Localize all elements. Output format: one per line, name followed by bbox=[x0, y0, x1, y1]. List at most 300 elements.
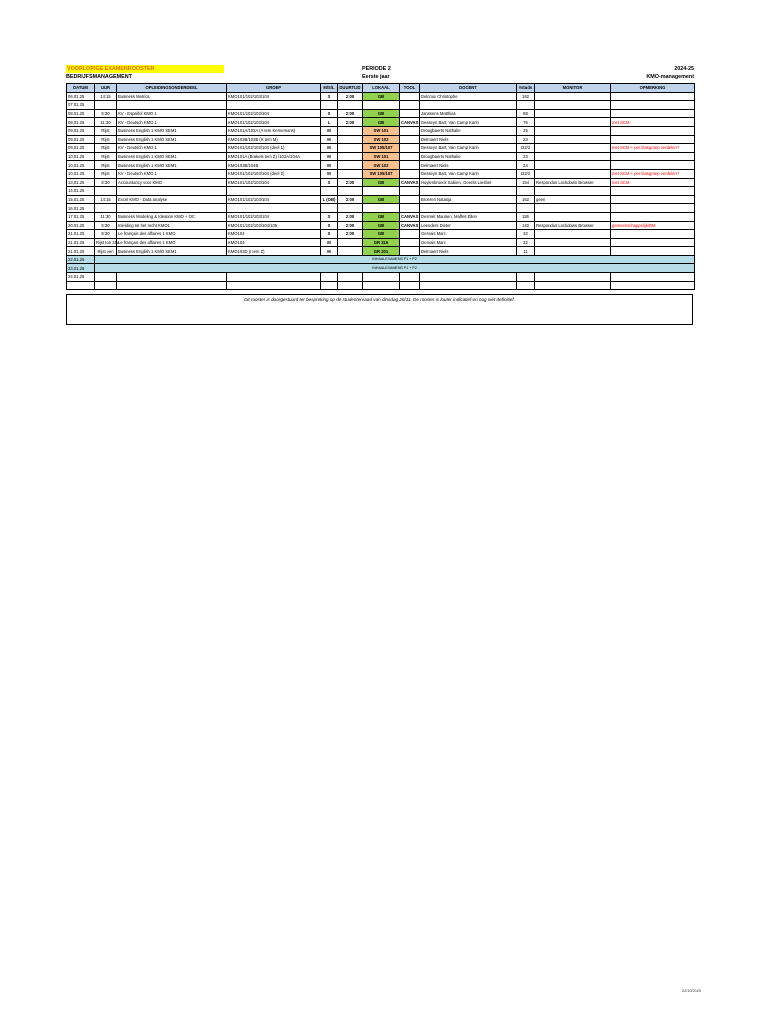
cell-monitor bbox=[535, 247, 611, 256]
makeup-exam-row bbox=[67, 264, 695, 273]
cell-olod: Business English 1 KMO SEM1 bbox=[117, 152, 227, 161]
cell-monitor bbox=[535, 204, 611, 213]
cell-olod: Accountancy voor KMO bbox=[117, 178, 227, 187]
cell-uur bbox=[95, 101, 117, 110]
cell-olod: Business Metrics bbox=[117, 92, 227, 101]
cell-msl: M bbox=[321, 161, 338, 170]
cell-duur bbox=[338, 169, 363, 178]
cell-monitor bbox=[535, 187, 611, 196]
cell-msl: L bbox=[321, 118, 338, 127]
cell-msl: L (OB) bbox=[321, 195, 338, 204]
cell-olod: Business English 1 KMO SEM1 bbox=[117, 135, 227, 144]
cell-duur bbox=[338, 238, 363, 247]
cell-duur: 2:00 bbox=[338, 230, 363, 239]
program-label: KMO-management bbox=[646, 74, 694, 80]
table-row bbox=[67, 238, 695, 247]
column-header: MONITOR bbox=[535, 84, 611, 93]
cell-docent: Broeren Natasja bbox=[420, 195, 517, 204]
cell-groep: KMO103B/104B bbox=[227, 161, 321, 170]
cell-olod: Excel KMO - Data analyse bbox=[117, 195, 227, 204]
cell-lokaal bbox=[363, 187, 400, 196]
cell-groep: KMO104 bbox=[227, 230, 321, 239]
cell-datum: 09.01.25 bbox=[67, 144, 95, 153]
cell-tool bbox=[400, 152, 420, 161]
cell-duur bbox=[338, 135, 363, 144]
cell-msl: S bbox=[321, 230, 338, 239]
cell-lokaal bbox=[363, 204, 400, 213]
cell-studs: 140 bbox=[517, 221, 535, 230]
cell-duur: 2:00 bbox=[338, 118, 363, 127]
cell-uur bbox=[95, 187, 117, 196]
cell-studs: 25 bbox=[517, 126, 535, 135]
table-row bbox=[67, 187, 695, 196]
cell-empty bbox=[321, 281, 338, 290]
cell-msl: M bbox=[321, 169, 338, 178]
year-level-label: Eerste jaar bbox=[362, 74, 390, 80]
cell-monitor bbox=[535, 169, 611, 178]
cell-monitor bbox=[535, 92, 611, 101]
cell-opm bbox=[611, 109, 695, 118]
cell-olod bbox=[117, 187, 227, 196]
cell-datum: 08.01.25 bbox=[67, 118, 95, 127]
cell-studs: 24 bbox=[517, 161, 535, 170]
cell-empty bbox=[117, 273, 227, 282]
cell-olod: Business Modeling & Ideation KMO + OC bbox=[117, 212, 227, 221]
table-row bbox=[67, 92, 695, 101]
cell-lokaal: SW 101 bbox=[363, 126, 400, 135]
department-label: BEDRIJFSMANAGEMENT bbox=[66, 74, 132, 80]
table-row bbox=[67, 221, 695, 230]
cell-docent: Janssens Matthias bbox=[420, 109, 517, 118]
exam-schedule-sheet bbox=[66, 65, 694, 290]
cell-opm bbox=[611, 135, 695, 144]
cell-uur: 8:30 bbox=[95, 230, 117, 239]
cell-olod bbox=[117, 204, 227, 213]
cell-docent: Gervais Marc bbox=[420, 238, 517, 247]
cell-groep: KMO101/102/103/104/105 bbox=[227, 221, 321, 230]
cell-opm: met SCM + per klasgroep verdelen? bbox=[611, 169, 695, 178]
cell-uur: Rijst bbox=[95, 161, 117, 170]
cell-monitor bbox=[535, 212, 611, 221]
cell-opm bbox=[611, 92, 695, 101]
cell-studs: 88 bbox=[517, 109, 535, 118]
cell-duur bbox=[338, 204, 363, 213]
cell-groep bbox=[227, 204, 321, 213]
column-header: OPLEIDINGSONDERDEEL bbox=[117, 84, 227, 93]
cell-groep: KMO101/102/103/104 bbox=[227, 92, 321, 101]
cell-duur bbox=[338, 144, 363, 153]
cell-olod: KV - Deutsch KMO 1 bbox=[117, 169, 227, 178]
table-row bbox=[67, 135, 695, 144]
cell-docent: Desseyn Bart, Van Camp Karin bbox=[420, 118, 517, 127]
column-header: DUURTIJD bbox=[339, 85, 361, 91]
cell-tool bbox=[400, 126, 420, 135]
cell-docent bbox=[420, 101, 517, 110]
cell-uur: Rijst ton 31a bbox=[96, 239, 120, 245]
cell-datum: 21.01.25 bbox=[67, 238, 95, 247]
cell-empty bbox=[227, 281, 321, 290]
cell-uur: Rijst bbox=[95, 126, 117, 135]
cell-studs bbox=[517, 187, 535, 196]
makeup-exam-label: INHAALEXAMENS P1 + P2 bbox=[95, 255, 695, 264]
cell-lokaal: GB bbox=[363, 221, 400, 230]
cell-lokaal: SW 102 bbox=[363, 135, 400, 144]
cell-groep: KMO101/102/103/104 bbox=[227, 109, 321, 118]
cell-duur: 2:00 bbox=[338, 221, 363, 230]
cell-empty bbox=[95, 281, 117, 290]
table-row bbox=[67, 161, 695, 170]
cell-opm bbox=[611, 204, 695, 213]
cell-docent: Desseyn Bart, Van Camp Karin bbox=[420, 144, 517, 153]
cell-olod: Business English 1 KMO SEM1 bbox=[117, 247, 227, 256]
cell-opm: met SCM + per klasgroep verdelen? bbox=[611, 144, 695, 153]
cell-duur bbox=[338, 126, 363, 135]
cell-datum: 10.01.25 bbox=[67, 152, 95, 161]
cell-opm: gemeenschappelijk/DM bbox=[611, 221, 695, 230]
cell-tool bbox=[400, 187, 420, 196]
cell-docent bbox=[420, 204, 517, 213]
cell-groep bbox=[227, 187, 321, 196]
cell-olod: KV - Español KMO 1 bbox=[117, 109, 227, 118]
column-header: DOCENT bbox=[420, 84, 517, 93]
cell-monitor bbox=[535, 135, 611, 144]
cell-groep: KMO101/102/103/104 (deel 2) bbox=[227, 169, 321, 178]
cell-datum: 10.01.25 bbox=[67, 169, 95, 178]
cell-tool bbox=[400, 247, 420, 256]
cell-datum: 10.01.25 bbox=[67, 161, 95, 170]
cell-empty bbox=[227, 273, 321, 282]
cell-olod: Business English 1 KMO SEM1 bbox=[117, 161, 227, 170]
table-row bbox=[67, 126, 695, 135]
academic-year-label: 2024-25 bbox=[674, 66, 694, 72]
cell-studs: 23 bbox=[517, 152, 535, 161]
table-row bbox=[67, 204, 695, 213]
cell-empty bbox=[117, 281, 227, 290]
cell-empty bbox=[517, 281, 535, 290]
cell-monitor bbox=[535, 230, 611, 239]
cell-docent: Delmaert Niels bbox=[420, 247, 517, 256]
cell-msl: S bbox=[321, 92, 338, 101]
cell-monitor bbox=[535, 238, 611, 247]
cell-msl: M bbox=[321, 152, 338, 161]
cell-studs: 23 bbox=[517, 135, 535, 144]
cell-lokaal: GB bbox=[363, 118, 400, 127]
table-row bbox=[67, 178, 695, 187]
cell-monitor bbox=[535, 144, 611, 153]
cell-groep: KMO101/102/103/104 bbox=[227, 178, 321, 187]
table-row bbox=[67, 281, 695, 290]
cell-lokaal: GB bbox=[363, 178, 400, 187]
table-row bbox=[67, 144, 695, 153]
schedule-title: VOORLOPIGE EXAMENROOSTER bbox=[66, 65, 224, 73]
table-row bbox=[67, 230, 695, 239]
cell-groep: KMO101/102/103/104 bbox=[227, 212, 321, 221]
table-row bbox=[67, 101, 695, 110]
cell-groep: KMO103D (I tem Z) bbox=[227, 247, 321, 256]
schedule-note: Dit rooster is doorgestuurd ter bespreking op de studentenraad van dinsdag 26/11. De rooster is louter indicatief en nog niet definitief. bbox=[66, 294, 693, 325]
cell-datum: 21.01.25 bbox=[67, 247, 95, 256]
cell-uur: Rijst bbox=[95, 135, 117, 144]
cell-studs: 155 bbox=[517, 212, 535, 221]
cell-datum: 17.01.25 bbox=[67, 212, 95, 221]
cell-duur: 2:00 bbox=[338, 178, 363, 187]
cell-uur: 11:30 bbox=[95, 212, 117, 221]
cell-datum: 14.01.25 bbox=[67, 187, 95, 196]
cell-studs bbox=[517, 204, 535, 213]
cell-monitor bbox=[535, 101, 611, 110]
cell-tool bbox=[400, 135, 420, 144]
cell-groep: KMO101/102/103/104 bbox=[227, 118, 321, 127]
cell-docent: Droogbaerts Nathalie bbox=[420, 126, 517, 135]
cell-groep: KMO101/102/103/104 (deel 1) bbox=[227, 144, 321, 153]
cell-msl: M bbox=[321, 144, 338, 153]
column-header: DATUM bbox=[67, 84, 95, 93]
cell-datum: 21.01.25 bbox=[67, 230, 95, 239]
cell-datum: 15.01.25 bbox=[67, 195, 95, 204]
cell-tool bbox=[400, 109, 420, 118]
cell-studs: 76 bbox=[517, 118, 535, 127]
cell-studs bbox=[517, 101, 535, 110]
cell-docent: Delmaert Niels bbox=[420, 161, 517, 170]
cell-duur bbox=[338, 187, 363, 196]
cell-lokaal: SW 102 bbox=[363, 161, 400, 170]
cell-empty bbox=[400, 281, 420, 290]
cell-datum: 22.01.25 bbox=[67, 255, 95, 264]
cell-tool bbox=[400, 92, 420, 101]
cell-opm bbox=[611, 161, 695, 170]
cell-groep: KMO104 bbox=[227, 238, 321, 247]
cell-duur: 2:00 bbox=[338, 92, 363, 101]
cell-opm bbox=[611, 212, 695, 221]
table-row bbox=[67, 109, 695, 118]
period-label: PERIODE 2 bbox=[362, 66, 391, 72]
column-header: TOOL bbox=[400, 84, 420, 93]
cell-duur bbox=[338, 247, 363, 256]
cell-tool bbox=[400, 195, 420, 204]
cell-lokaal: GB bbox=[363, 195, 400, 204]
cell-studs: t32/2 bbox=[517, 144, 535, 153]
cell-msl: M bbox=[321, 126, 338, 135]
column-header: UUR bbox=[95, 84, 117, 93]
cell-duur: 2:00 bbox=[338, 212, 363, 221]
footer-date: 02/10/2025 bbox=[682, 989, 702, 993]
cell-empty bbox=[420, 273, 517, 282]
cell-opm bbox=[611, 230, 695, 239]
cell-tool bbox=[400, 144, 420, 153]
cell-msl: S bbox=[321, 178, 338, 187]
cell-opm bbox=[611, 101, 695, 110]
cell-empty bbox=[400, 273, 420, 282]
cell-empty bbox=[420, 281, 517, 290]
cell-empty bbox=[338, 281, 363, 290]
cell-docent: Delcroix Christophe bbox=[420, 92, 517, 101]
cell-studs: 154 bbox=[517, 178, 535, 187]
cell-msl: S bbox=[321, 109, 338, 118]
cell-olod: KV - Deutsch KMO 1 bbox=[117, 144, 227, 153]
table-row bbox=[67, 247, 695, 256]
cell-duur: 2:00 bbox=[338, 109, 363, 118]
cell-groep: KMO101A/102A (A tem Kernemans) bbox=[227, 126, 321, 135]
cell-lokaal bbox=[363, 101, 400, 110]
cell-datum: 06.01.25 bbox=[67, 92, 95, 101]
cell-opm bbox=[611, 126, 695, 135]
cell-uur: 11:30 bbox=[95, 118, 117, 127]
cell-opm bbox=[611, 238, 695, 247]
cell-olod bbox=[117, 101, 227, 110]
cell-uur: Rijst bbox=[95, 152, 117, 161]
cell-docent: Desmet Maurien, Maffeit Ellen bbox=[420, 212, 517, 221]
cell-datum: 13.01.25 bbox=[67, 178, 95, 187]
cell-tool bbox=[400, 238, 420, 247]
cell-msl bbox=[321, 187, 338, 196]
makeup-exam-label: INHAALEXAMENS P1 + P2 bbox=[95, 264, 695, 273]
table-row bbox=[67, 118, 695, 127]
cell-msl bbox=[321, 101, 338, 110]
table-row bbox=[67, 212, 695, 221]
cell-empty bbox=[535, 273, 611, 282]
cell-lokaal: SW 105/107 bbox=[363, 144, 400, 153]
cell-groep: KMO101/102/103/104 bbox=[227, 195, 321, 204]
cell-groep bbox=[227, 101, 321, 110]
cell-tool: CANVAS bbox=[401, 222, 419, 228]
cell-monitor bbox=[535, 161, 611, 170]
cell-empty bbox=[535, 281, 611, 290]
cell-datum: 09.01.25 bbox=[67, 135, 95, 144]
cell-opm bbox=[611, 195, 695, 204]
column-header: OPMERKING bbox=[611, 84, 695, 93]
cell-lokaal: GB bbox=[363, 230, 400, 239]
column-header: #studs bbox=[517, 84, 535, 93]
cell-empty bbox=[517, 273, 535, 282]
makeup-exam-row bbox=[67, 255, 695, 264]
column-header: GROEP bbox=[227, 84, 321, 93]
cell-opm bbox=[611, 187, 695, 196]
cell-uur: 14:15 bbox=[95, 92, 117, 101]
cell-tool: CANVAS bbox=[401, 179, 419, 185]
cell-duur bbox=[338, 101, 363, 110]
cell-olod: Business English 1 KMO SEM1 bbox=[117, 126, 227, 135]
cell-duur: 2:00 bbox=[338, 195, 363, 204]
cell-groep: KMO103B/103B (K tem M) bbox=[227, 135, 321, 144]
cell-empty bbox=[338, 273, 363, 282]
column-header: M/S/L bbox=[321, 84, 338, 93]
cell-olod: Le français des affaires 1 KMO bbox=[117, 230, 227, 239]
cell-datum: 09.01.25 bbox=[67, 126, 95, 135]
cell-lokaal: GB bbox=[363, 212, 400, 221]
cell-olod: Le français des affaires 1 KMO bbox=[117, 238, 227, 247]
cell-lokaal: GB bbox=[363, 92, 400, 101]
sheet-header bbox=[66, 65, 694, 83]
cell-groep: KMO101A (Brakels tem Z) /103A/104A bbox=[227, 152, 321, 161]
cell-studs: 162 bbox=[517, 92, 535, 101]
cell-empty bbox=[611, 281, 695, 290]
table-row bbox=[67, 169, 695, 178]
cell-docent: Delmaert Niels bbox=[420, 135, 517, 144]
cell-tool: CANVAS bbox=[401, 119, 419, 125]
cell-lokaal: GB bbox=[363, 109, 400, 118]
cell-opm: met SCM bbox=[611, 118, 695, 127]
cell-tool bbox=[400, 101, 420, 110]
cell-empty bbox=[363, 281, 400, 290]
cell-uur: 8:30 bbox=[95, 109, 117, 118]
cell-msl: M bbox=[321, 135, 338, 144]
cell-monitor bbox=[535, 152, 611, 161]
cell-docent: Desseyn Bart, Van Camp Karin bbox=[420, 169, 517, 178]
cell-datum: 24.01.25 bbox=[67, 273, 95, 282]
cell-studs: 32 bbox=[517, 230, 535, 239]
cell-opm: met SCM bbox=[611, 178, 695, 187]
cell-msl bbox=[321, 204, 338, 213]
cell-empty bbox=[611, 273, 695, 282]
cell-msl: M bbox=[321, 247, 338, 256]
cell-uur: Rijst bbox=[95, 144, 117, 153]
cell-studs: 162 bbox=[517, 195, 535, 204]
cell-tool: CANVAS bbox=[401, 214, 419, 220]
cell-studs: 32 bbox=[517, 238, 535, 247]
cell-docent: Gervais Marc bbox=[420, 230, 517, 239]
cell-tool bbox=[400, 230, 420, 239]
cell-docent: Huylenbroeck Sabien, Geerits Liesbet bbox=[420, 178, 517, 187]
cell-monitor bbox=[535, 126, 611, 135]
table-row bbox=[67, 195, 695, 204]
cell-duur bbox=[338, 161, 363, 170]
cell-studs: t32/2 bbox=[517, 169, 535, 178]
cell-monitor: geen bbox=[535, 195, 611, 204]
cell-uur: Rijst bbox=[95, 169, 117, 178]
cell-tool bbox=[400, 161, 420, 170]
cell-msl: S bbox=[321, 221, 338, 230]
cell-monitor: Respondus Lockdown Browser bbox=[535, 178, 611, 187]
cell-datum: 16.01.25 bbox=[67, 204, 95, 213]
cell-duur bbox=[338, 152, 363, 161]
cell-datum: 23.01.25 bbox=[67, 264, 95, 273]
cell-datum: 07.01.25 bbox=[67, 101, 95, 110]
cell-uur: 14:15 bbox=[95, 195, 117, 204]
cell-docent: Droogbaerts Nathalie bbox=[420, 152, 517, 161]
cell-tool bbox=[400, 169, 420, 178]
cell-lokaal: SW 101 bbox=[363, 152, 400, 161]
cell-uur bbox=[95, 204, 117, 213]
cell-docent bbox=[420, 187, 517, 196]
cell-opm bbox=[611, 247, 695, 256]
cell-msl: M bbox=[321, 238, 338, 247]
cell-empty bbox=[321, 273, 338, 282]
cell-lokaal: GR 316 bbox=[363, 238, 400, 247]
cell-monitor bbox=[535, 109, 611, 118]
cell-uur: 8:30 bbox=[95, 178, 117, 187]
cell-uur: 8:30 bbox=[95, 221, 117, 230]
cell-studs: 11 bbox=[517, 247, 535, 256]
cell-datum bbox=[67, 281, 95, 290]
cell-msl: S bbox=[321, 212, 338, 221]
cell-docent: Leenders Dieter bbox=[420, 221, 517, 230]
column-header: LOKAAL bbox=[363, 84, 400, 93]
cell-lokaal: GR 201 bbox=[363, 247, 400, 256]
cell-opm bbox=[611, 152, 695, 161]
cell-monitor bbox=[535, 118, 611, 127]
cell-empty bbox=[363, 273, 400, 282]
table-row bbox=[67, 273, 695, 282]
cell-tool bbox=[400, 204, 420, 213]
exam-table bbox=[66, 83, 695, 290]
cell-empty bbox=[95, 273, 117, 282]
cell-lokaal: SW 105/107 bbox=[363, 169, 400, 178]
cell-uur: Rijst ven bbox=[95, 247, 117, 256]
cell-monitor: Respondus Lockdown Browser bbox=[535, 221, 611, 230]
cell-datum: 20.01.25 bbox=[67, 221, 95, 230]
cell-olod: KV - Deutsch KMO 1 bbox=[117, 118, 227, 127]
table-header-row bbox=[67, 84, 695, 93]
